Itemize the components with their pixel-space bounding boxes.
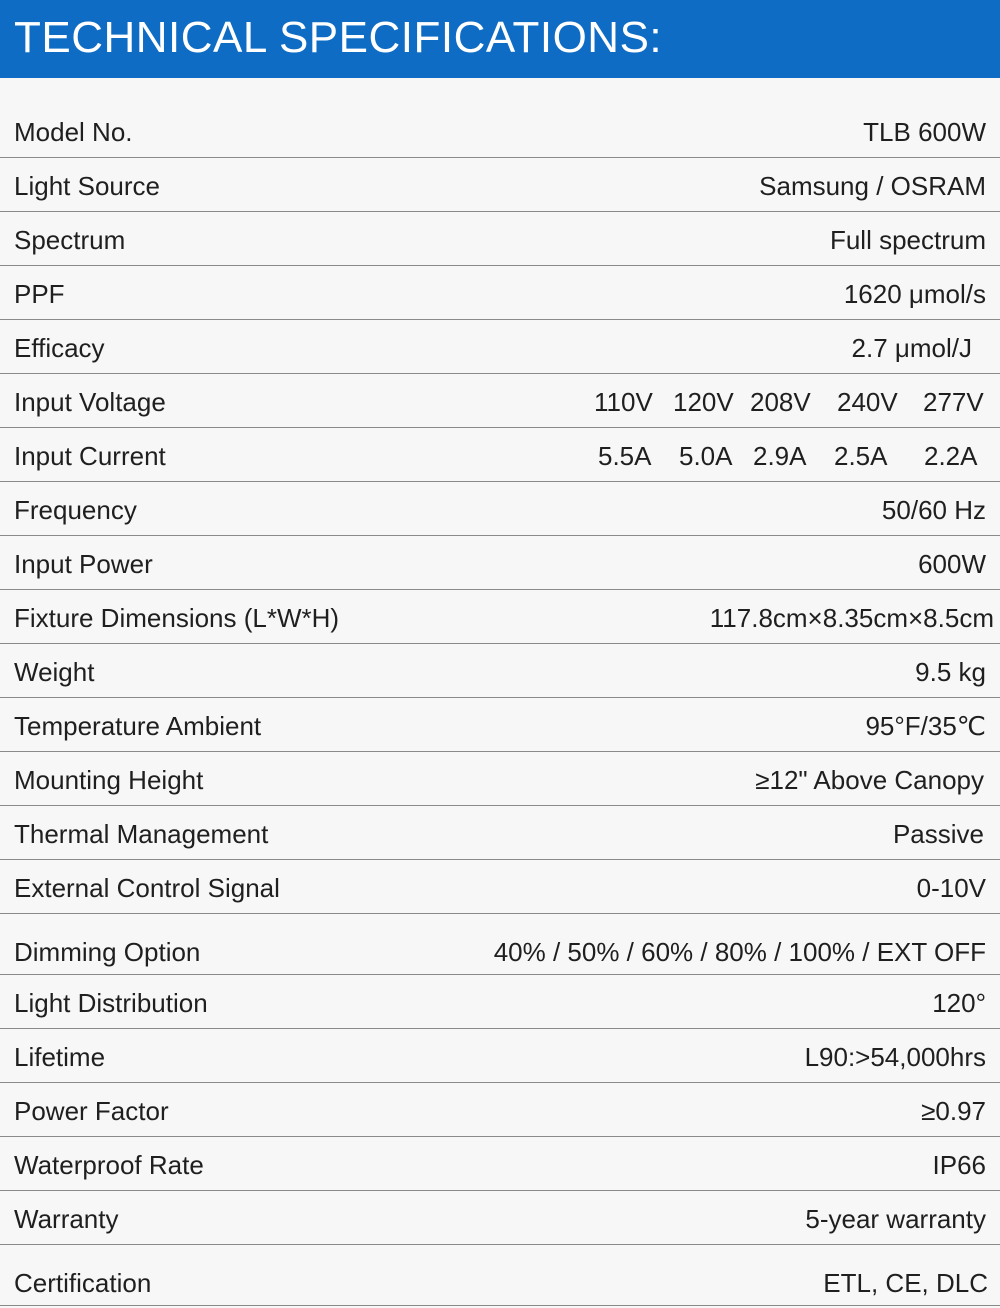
current-value: 5.0A [679,441,733,471]
spec-label: Frequency [14,495,137,525]
spec-label: Weight [14,657,95,687]
spec-value: 2.7 μmol/J [851,333,972,363]
spec-value: 1620 μmol/s [843,279,986,309]
spec-label: Dimming Option [14,937,201,967]
spec-label: Thermal Management [14,819,269,849]
spec-label: Mounting Height [14,765,204,795]
spec-label: Temperature Ambient [14,711,262,741]
spec-row-model [0,104,1000,158]
spec-row-light-source [0,158,1000,212]
spec-value: 9.5 kg [915,657,986,687]
spec-label: Waterproof Rate [14,1150,204,1180]
spec-row-waterproof [0,1137,1000,1191]
voltage-value: 277V [923,387,984,417]
spec-label: PPF [14,279,65,309]
voltage-value: 110V [594,387,653,417]
spec-row-frequency [0,482,1000,536]
current-value: 5.5A [598,441,652,471]
spec-row-dimming [0,914,1000,975]
spec-row-dimensions [0,590,1000,644]
spec-label: Input Power [14,549,153,579]
spec-value: 600W [918,549,986,579]
spec-row-weight [0,644,1000,698]
spec-row-warranty [0,1191,1000,1245]
spec-value: ≥0.97 [921,1096,986,1126]
spec-value: 95°F/35℃ [865,711,986,741]
spec-label: Certification [14,1268,152,1298]
spec-value: 117.8cm×8.35cm×8.5cm [709,603,994,633]
voltage-value: 120V [673,387,734,417]
spec-row-power-factor [0,1083,1000,1137]
spec-label: Spectrum [14,225,126,255]
spec-value: IP66 [932,1150,986,1180]
spec-label: Warranty [14,1204,119,1234]
spec-row-temperature [0,698,1000,752]
spec-value: Passive [892,819,984,849]
current-value: 2.5A [834,441,888,471]
current-values [586,441,986,471]
spec-row-input-voltage [0,374,1000,428]
spec-label: Light Source [14,171,160,201]
spec-value: Samsung / OSRAM [759,171,986,201]
spec-value: ≥12" Above Canopy [755,765,984,795]
spec-row-distribution [0,975,1000,1029]
voltage-value: 240V [837,387,898,417]
spec-label: Light Distribution [14,988,208,1018]
spec-value: 0-10V [916,873,986,903]
spec-value: 50/60 Hz [881,495,986,525]
spec-value: 40% / 50% / 60% / 80% / 100% / EXT OFF [493,937,986,967]
spec-label: Input Voltage [14,387,166,417]
spec-value: Full spectrum [829,225,986,255]
voltage-values [586,387,986,417]
spec-value: TLB 600W [863,117,986,147]
spec-row-mounting [0,752,1000,806]
spec-row-efficacy [0,320,1000,374]
spec-label: External Control Signal [14,873,280,903]
spec-row-certification [0,1245,1000,1306]
spec-row-ppf [0,266,1000,320]
current-value: 2.9A [753,441,807,471]
spec-row-thermal [0,806,1000,860]
spec-label: Input Current [14,441,166,471]
spec-row-input-power [0,536,1000,590]
spec-row-input-current [0,428,1000,482]
spec-value: 120° [932,988,986,1018]
spec-label: Fixture Dimensions (L*W*H) [14,603,340,633]
spec-value: L90:>54,000hrs [804,1042,986,1072]
spec-row-control-signal [0,860,1000,914]
voltage-value: 208V [750,387,811,417]
specs-table [0,104,1000,1306]
spec-label: Lifetime [14,1042,106,1072]
spec-label: Model No. [14,117,133,147]
spec-value: 5-year warranty [805,1204,986,1234]
spec-value: ETL, CE, DLC [823,1268,988,1298]
specs-header [0,0,1000,78]
spec-label: Power Factor [14,1096,169,1126]
spec-row-spectrum [0,212,1000,266]
spec-label: Efficacy [14,333,105,363]
page-title: TECHNICAL SPECIFICATIONS: [14,13,663,62]
current-value: 2.2A [924,441,978,471]
spec-row-lifetime [0,1029,1000,1083]
